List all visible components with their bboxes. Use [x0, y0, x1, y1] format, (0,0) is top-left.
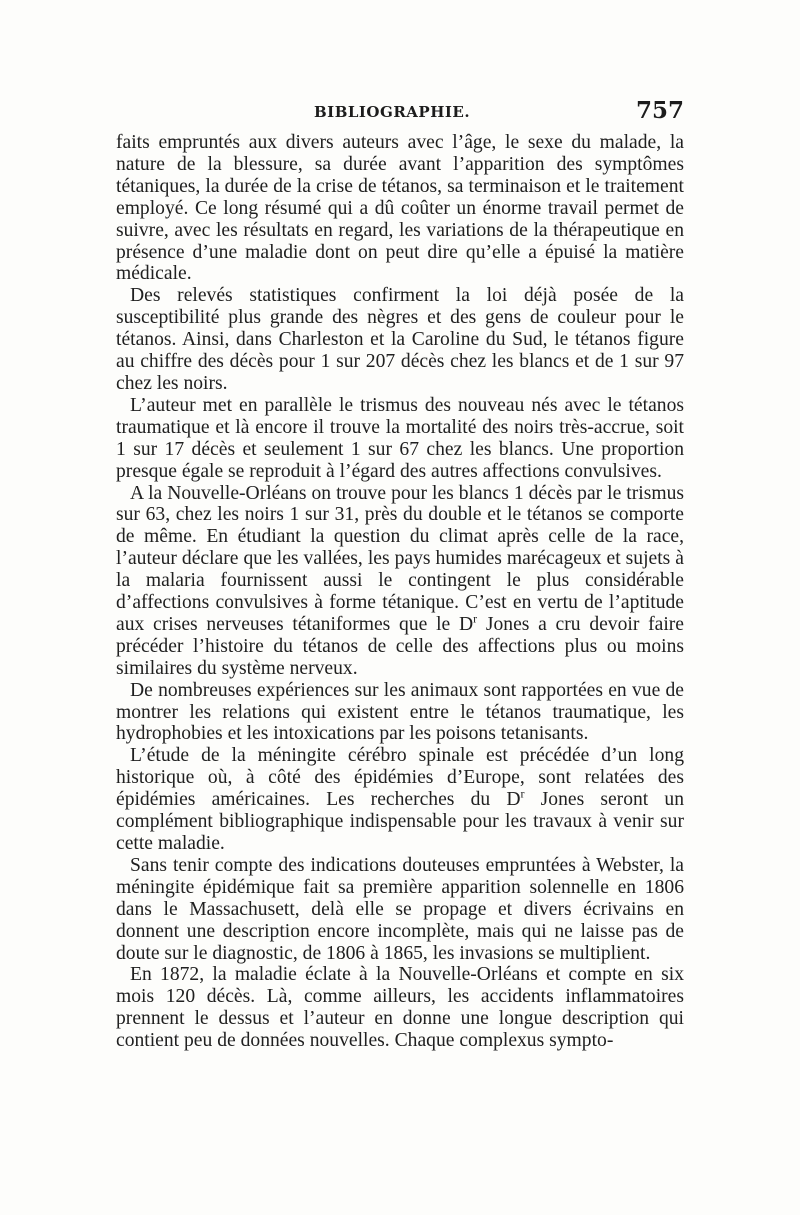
paragraph-text: De nombreuses expériences sur les animaux sont rapportées en vue de montrer les relations qui existent entre le tétanos traumatique, les hydrophobies et les intoxications par les poisons tetanisants. — [116, 679, 684, 745]
paragraph-text: A la Nouvelle-Orléans on trouve pour les blancs 1 décès par le trismus sur 63, chez les noirs 1 sur 31, près du double et le tétanos se comporte de même. En étudiant la question du climat après celle de la race, l’auteur déclare que les vallées, les pays humides marécageux et sujets à la malaria fournissent aussi le contingent le plus considérable d’affections convulsives à forme tétanique. C’est en vertu de l’aptitude aux crises nerveuses tétaniformes que le D — [116, 482, 684, 635]
body-text — [116, 132, 684, 1052]
paragraph — [116, 483, 684, 680]
paragraph-text: Sans tenir compte des indications douteuses empruntées à Webster, la méningite épidémique fait sa première apparition solennelle en 1806 dans le Massachusett, delà elle se propage et divers écrivains en donnent une description encore incomplète, mais qui ne laisse pas de doute sur le diagnostic, de 1806 à 1865, les invasions se multiplient. — [116, 854, 684, 964]
paragraph — [116, 395, 684, 483]
page-header — [116, 97, 684, 127]
page-number: 757 — [635, 97, 684, 124]
superscript: r — [473, 611, 478, 626]
paragraph-text: Des relevés statistiques confirment la loi déjà posée de la susceptibilité plus grande des nègres et des gens de couleur pour le tétanos. Ainsi, dans Charleston et la Caroline du Sud, le tétanos figure au chiffre des décès pour 1 sur 207 décès chez les blancs et de 1 sur 97 chez les noirs. — [116, 285, 684, 394]
paragraph — [116, 132, 684, 285]
paragraph — [116, 964, 684, 1052]
paragraph-text: Jones seront un complément bibliographique indispensable pour les travaux à venir sur cette maladie. — [116, 789, 685, 854]
paragraph — [116, 745, 684, 855]
paragraph-text: Jones a cru devoir faire précéder l’histoire du tétanos de celle des affections plus ou moins similaires du système nerveux. — [116, 613, 684, 679]
paragraph-text: En 1872, la maladie éclate à la Nouvelle-Orléans et compte en six mois 120 décès. Là, comme ailleurs, les accidents inflammatoires prennent le dessus et l’auteur en donne une longue description qui contient peu de données nouvelles. Chaque complexus sympto- — [116, 964, 684, 1052]
paragraph — [116, 680, 684, 746]
superscript: r — [520, 786, 525, 801]
paragraph — [116, 285, 684, 395]
paragraph — [116, 855, 684, 965]
paragraph-text: L’étude de la méningite cérébro spinale est précédée d’un long historique où, à côté des épidémies d’Europe, sont relatées des épidémies américaines. Les recherches du D — [116, 745, 684, 811]
paragraph-text: L’auteur met en parallèle le trismus des nouveau nés avec le tétanos traumatique et là encore il trouve la mortalité des noirs très-accrue, soit 1 sur 17 décès et seulement 1 sur 67 chez les blancs. Une proportion presque égale se reproduit à l’égard des autres affections convulsives. — [116, 394, 684, 482]
running-head: BIBLIOGRAPHIE. — [314, 103, 471, 121]
paragraph-text: faits empruntés aux divers auteurs avec l’âge, le sexe du malade, la nature de la blessure, sa durée avant l’apparition des symptômes tétaniques, la durée de la crise de tétanos, sa terminaison et le traitement employé. Ce long résumé qui a dû coûter un énorme travail permet de suivre, avec les résultats en regard, les variations de la thérapeutique en présence d’une maladie dont on peut dire qu’elle a épuisé la matière médicale. — [116, 132, 684, 285]
